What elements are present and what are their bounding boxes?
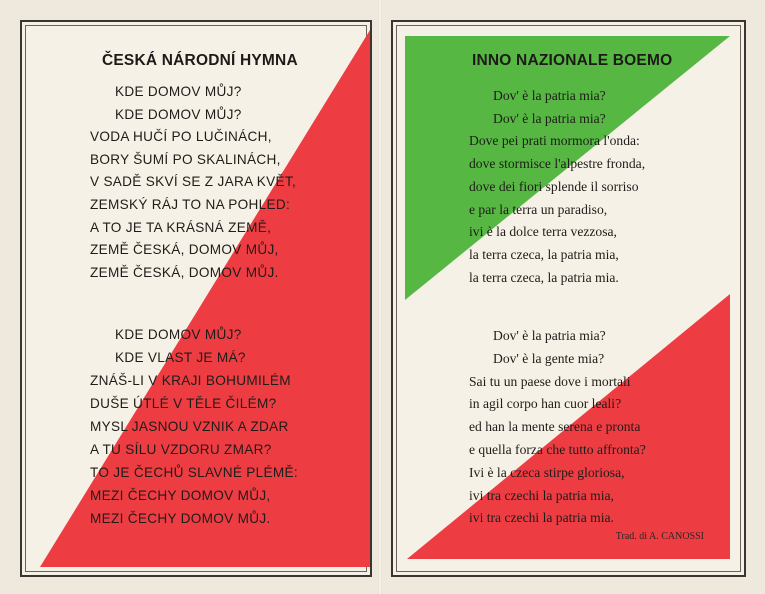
poem-line: KDE DOMOV MŮJ? <box>115 84 242 99</box>
poem-line: A TU SÍLU VZDORU ZMAR? <box>90 442 272 457</box>
poem-line: V SADĚ SKVÍ SE Z JARA KVĚT, <box>90 174 297 190</box>
poem-line: Dove pei prati mormora l'onda: <box>469 133 640 149</box>
poem-line: e par la terra un paradiso, <box>469 201 608 217</box>
poem-line: ZEMĚ ČESKÁ, DOMOV MŮJ, <box>90 242 279 258</box>
poem-line: e quella forza che tutto affronta? <box>469 442 646 457</box>
poem-line: MYSL JASNOU VZNIK A ZDAR <box>90 419 289 434</box>
poem-line: la terra czeca, la patria mia. <box>469 269 619 285</box>
poem-line: VODA HUČÍ PO LUČINÁCH, <box>90 129 272 145</box>
poem-line: ivi tra czechi la patria mia, <box>469 487 614 503</box>
poem-line: la terra czeca, la patria mia, <box>469 246 619 262</box>
poem-line: DUŠE ÚTLÉ V TĚLE ČILÉM? <box>90 396 277 411</box>
poem-line: ivi tra czechi la patria mia. <box>469 510 614 526</box>
poem-line: dove dei fiori splende il sorriso <box>469 178 639 194</box>
poem-line: dove stormisce l'alpestre fronda, <box>469 156 646 172</box>
poem-line: ed han la mente serena e pronta <box>469 419 641 435</box>
translator-credit: Trad. di A. CANOSSI <box>615 531 704 542</box>
poem-line: ZEMSKÝ RÁJ TO NA POHLED: <box>90 197 291 212</box>
poem-line: Ivi è la czeca stirpe gloriosa, <box>469 464 625 480</box>
poem-line: Dov' è la patria mia? <box>493 110 606 126</box>
poem-line: MEZI ČECHY DOMOV MŮJ. <box>90 511 271 526</box>
poem-line: BORY ŠUMÍ PO SKALINÁCH, <box>90 151 281 167</box>
poem-line: Dov' è la patria mia? <box>493 328 606 343</box>
poem-line: KDE DOMOV MŮJ? <box>115 106 242 122</box>
poem-line: ZNÁŠ-LI V KRAJI BOHUMILÉM <box>90 373 291 388</box>
poem-line: Dov' è la patria mia? <box>493 88 606 103</box>
poem-line: MEZI ČECHY DOMOV MŮJ, <box>90 488 271 503</box>
poem-line: ivi è la dolce terra vezzosa, <box>469 224 617 240</box>
page-fold <box>378 0 382 594</box>
poem-line: TO JE ČECHŮ SLAVNÉ PLÉMĚ: <box>90 465 298 480</box>
czech-anthem-card <box>20 20 372 577</box>
poem-line: Sai tu un paese dove i mortali <box>469 373 631 389</box>
italian-anthem-card <box>391 20 746 577</box>
poem-line: ZEMĚ ČESKÁ, DOMOV MŮJ. <box>90 264 279 280</box>
poem-line: Dov' è la gente mia? <box>493 350 605 366</box>
poem-line: KDE DOMOV MŮJ? <box>115 327 242 342</box>
italian-anthem-title: INNO NAZIONALE BOEMO <box>472 52 673 69</box>
czech-anthem-title: ČESKÁ NÁRODNÍ HYMNA <box>102 52 298 69</box>
poem-line: in agil corpo han cuor leali? <box>469 396 622 412</box>
poem-line: A TO JE TA KRÁSNÁ ZEMĚ, <box>90 219 272 235</box>
poem-line: KDE VLAST JE MÁ? <box>115 350 246 365</box>
